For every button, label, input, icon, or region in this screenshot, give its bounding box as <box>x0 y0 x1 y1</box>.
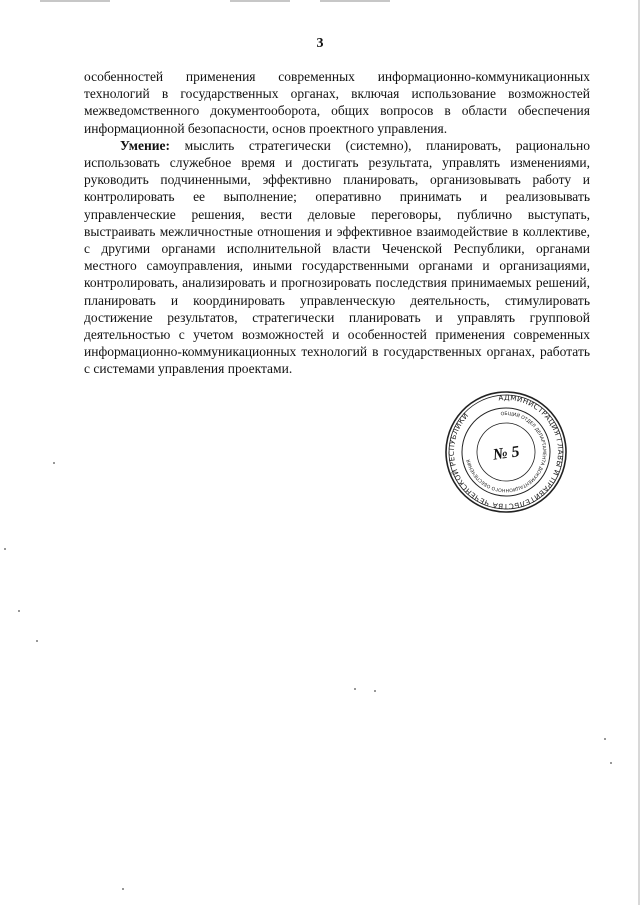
skills-term: Умение: <box>120 137 171 153</box>
paragraph-skills <box>84 137 590 378</box>
skills-text: мыслить стратегически (системно), планировать, рационально использовать служебное время и достигать результата, управлять изменениями, руководить подчиненными, эффективно планировать, организовывать работу и контролировать ее выполнение; оперативно принимать и реализовывать управленческие решения, вести деловые переговоры, публично выступать, выстраивать межличностные отношения и эффективное взаимодействие в коллективе, с другими органами исполнительной власти Чеченской Республики, органами местного самоуправления, иными государственными органами и организациями, контролировать, анализировать и прогнозировать последствия принимаемых решений, планировать и координировать управленческую деятельность, стимулировать достижение результатов, стратегически планировать и управлять групповой деятельностью с учетом возможностей и особенностей применения современных информационно-коммуникационных технологий в государственных органах, работать с системами управления проектами. <box>84 137 590 377</box>
page-number: 3 <box>316 36 324 51</box>
seal-ring-text: АДМИНИСТРАЦИЯ ГЛАВЫ И ПРАВИТЕЛЬСТВА ЧЕЧЕНСКОЙ РЕСПУБЛИКИ <box>446 392 565 512</box>
paragraph-knowledge-continuation: особенностей применения современных информационно-коммуникационных технологий в государственных органах, включая использование возможностей межведомственного документооборота, общих вопросов в области обеспечения информационной безопасности, основ проектного управления. <box>84 69 590 136</box>
document-body <box>84 68 590 378</box>
official-seal <box>436 390 576 515</box>
scan-header-artifacts <box>40 0 400 6</box>
seal-number: № 5 <box>491 443 521 464</box>
seal-inner-text: ОБЩИЙ ОТДЕЛ ДЕПАРТАМЕНТА ДОКУМЕНТАЦИОННОГО ОБЕСПЕЧЕНИЯ <box>466 411 546 493</box>
